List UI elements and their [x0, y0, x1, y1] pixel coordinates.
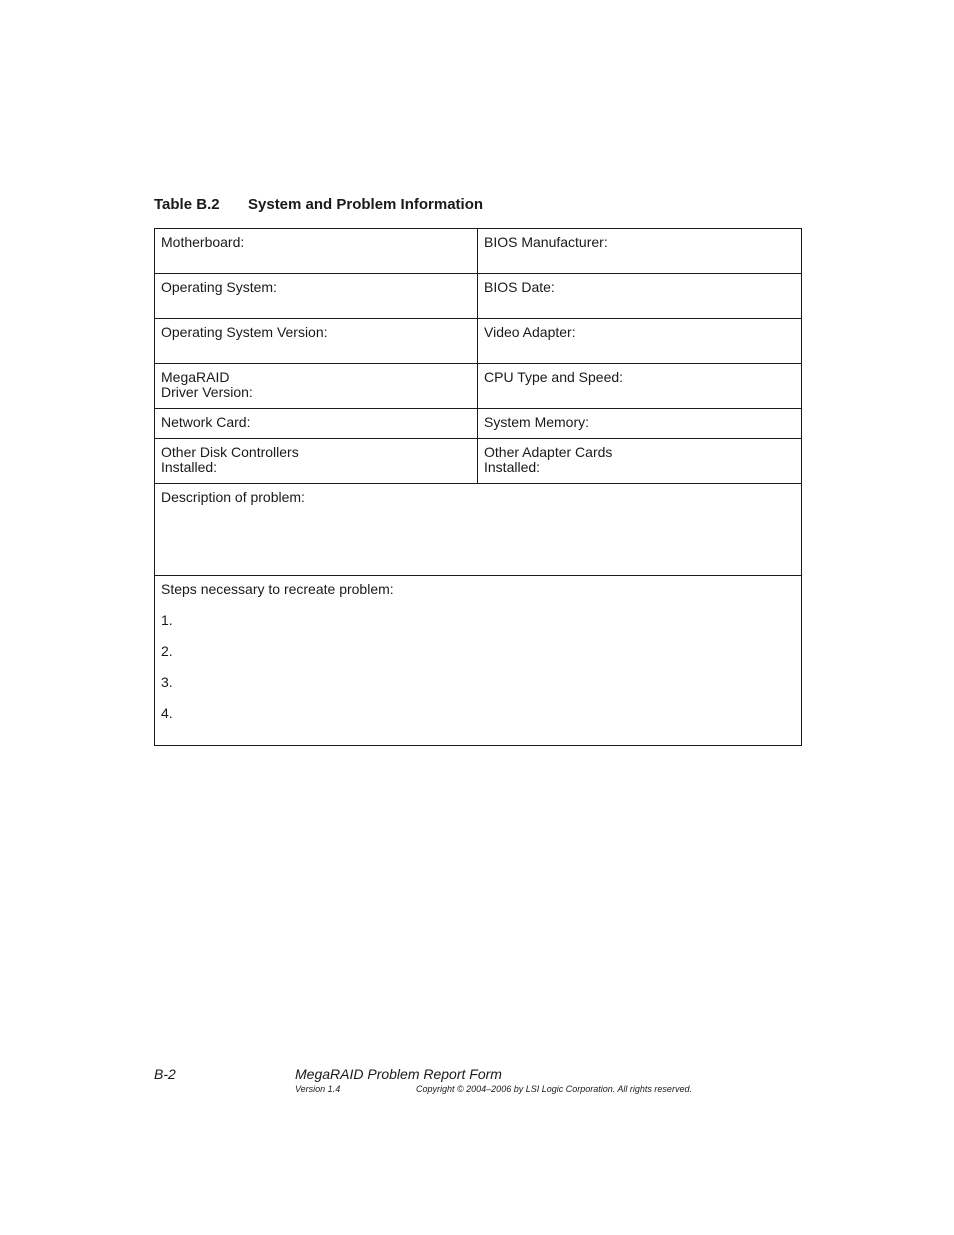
table-row: [155, 274, 802, 319]
problem-description-field[interactable]: Description of problem:: [155, 484, 802, 576]
step-item: 3.: [161, 674, 173, 690]
bios-manufacturer-field[interactable]: BIOS Manufacturer:: [478, 229, 802, 274]
video-adapter-field[interactable]: Video Adapter:: [478, 319, 802, 364]
os-version-field[interactable]: Operating System Version:: [155, 319, 478, 364]
bios-date-field[interactable]: BIOS Date:: [478, 274, 802, 319]
cpu-type-speed-field[interactable]: CPU Type and Speed:: [478, 364, 802, 409]
table-title: System and Problem Information: [248, 196, 484, 213]
other-adapter-cards-field[interactable]: [478, 439, 802, 484]
network-card-field[interactable]: Network Card:: [155, 409, 478, 439]
cell-label-line: Installed:: [161, 459, 218, 475]
cell-label-line: Other Adapter Cards: [484, 444, 613, 460]
steps-label: Steps necessary to recreate problem:: [161, 581, 394, 597]
cell-label-line: Other Disk Controllers: [161, 444, 299, 460]
table-row: [155, 229, 802, 274]
system-problem-table: [154, 228, 802, 746]
table-row: [155, 484, 802, 576]
recreate-steps-field[interactable]: [155, 576, 802, 746]
megaraid-driver-version-field[interactable]: [155, 364, 478, 409]
document-title: MegaRAID Problem Report Form: [295, 1066, 502, 1082]
step-item: 1.: [161, 612, 173, 628]
cell-label-line: MegaRAID: [161, 369, 230, 385]
table-row: [155, 364, 802, 409]
table-caption: [154, 196, 483, 213]
operating-system-field[interactable]: Operating System:: [155, 274, 478, 319]
document-version: Version 1.4: [295, 1084, 341, 1094]
motherboard-field[interactable]: Motherboard:: [155, 229, 478, 274]
table-row: [155, 439, 802, 484]
cell-label-line: Installed:: [484, 459, 541, 475]
other-disk-controllers-field[interactable]: [155, 439, 478, 484]
table-row: [155, 576, 802, 746]
table-row: [155, 319, 802, 364]
copyright-notice: Copyright © 2004–2006 by LSI Logic Corporation. All rights reserved.: [416, 1084, 692, 1094]
system-memory-field[interactable]: System Memory:: [478, 409, 802, 439]
step-item: 4.: [161, 705, 173, 721]
page-number: B-2: [154, 1066, 176, 1082]
cell-label-line: Driver Version:: [161, 384, 253, 400]
table-number: Table B.2: [154, 196, 220, 213]
table-row: [155, 409, 802, 439]
step-item: 2.: [161, 643, 173, 659]
